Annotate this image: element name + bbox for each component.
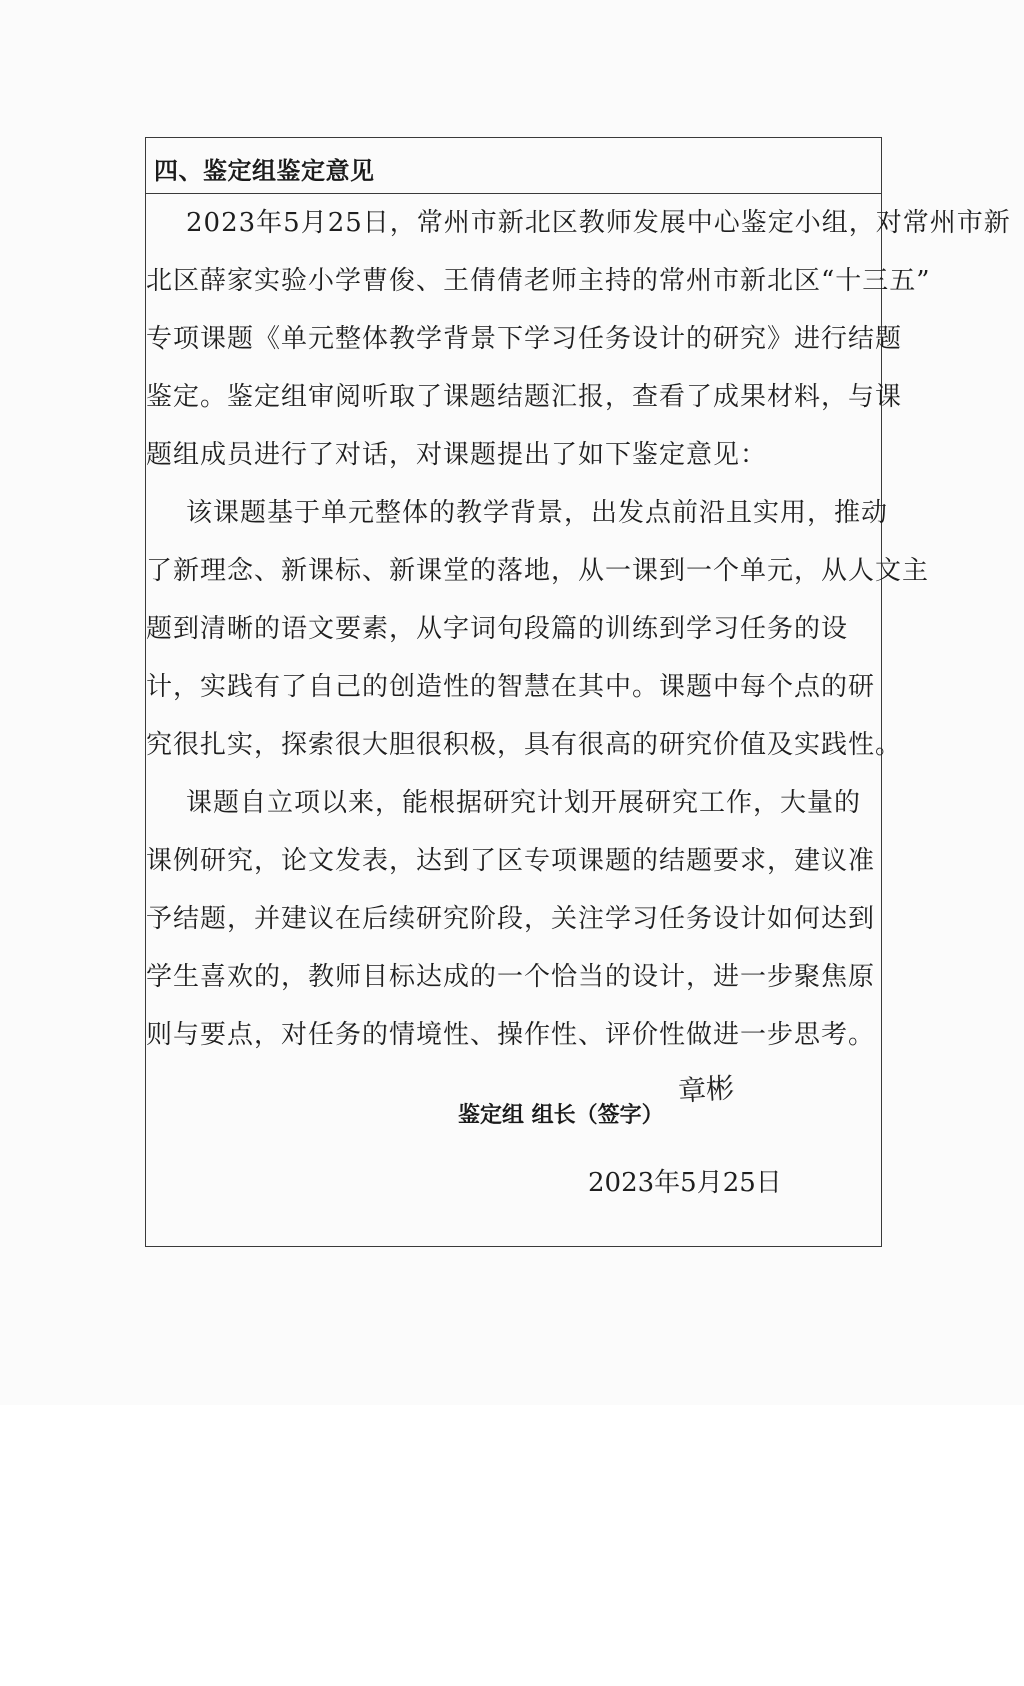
opinion-line: 学生喜欢的，教师目标达成的一个恰当的设计，进一步聚焦原 xyxy=(146,962,876,992)
section-header xyxy=(146,138,881,194)
opinion-line: 该课题基于单元整体的教学背景，出发点前沿且实用，推动 xyxy=(186,498,889,528)
opinion-line: 鉴定。鉴定组审阅听取了课题结题汇报，查看了成果材料，与课 xyxy=(146,382,903,412)
opinion-line: 2023年5月25日，常州市新北区教师发展中心鉴定小组，对常州市新 xyxy=(186,208,1011,238)
opinion-line: 则与要点，对任务的情境性、操作性、评价性做进一步思考。 xyxy=(146,1020,876,1050)
opinion-line: 题组成员进行了对话，对课题提出了如下鉴定意见： xyxy=(146,440,768,470)
opinion-line: 专项课题《单元整体教学背景下学习任务设计的研究》进行结题 xyxy=(146,324,903,354)
handwritten-signature: 章彬 xyxy=(677,1071,736,1108)
opinion-line: 了新理念、新课标、新课堂的落地，从一课到一个单元，从人文主 xyxy=(146,556,930,586)
opinion-body xyxy=(146,194,1011,1064)
opinion-line: 课例研究，论文发表，达到了区专项课题的结题要求，建议准 xyxy=(146,846,876,876)
opinion-line: 计，实践有了自己的创造性的智慧在其中。课题中每个点的研 xyxy=(146,672,876,702)
signature-date: 2023年5月25日 xyxy=(588,1168,782,1198)
appraisal-form-box xyxy=(145,137,1011,1247)
opinion-line: 究很扎实，探索很大胆很积极，具有很高的研究价值及实践性。 xyxy=(146,730,903,760)
opinion-line: 课题自立项以来，能根据研究计划开展研究工作，大量的 xyxy=(186,788,862,818)
opinion-line: 予结题，并建议在后续研究阶段，关注学习任务设计如何达到 xyxy=(146,904,876,934)
section-title: 四、鉴定组鉴定意见 xyxy=(154,157,375,185)
signature-block xyxy=(458,1066,858,1216)
signature-label: 鉴定组 组长（签字） xyxy=(458,1103,664,1128)
opinion-line: 北区薛家实验小学曹俊、王倩倩老师主持的常州市新北区“十三五” xyxy=(146,266,931,296)
opinion-line: 题到清晰的语文要素，从字词句段篇的训练到学习任务的设 xyxy=(146,614,849,644)
